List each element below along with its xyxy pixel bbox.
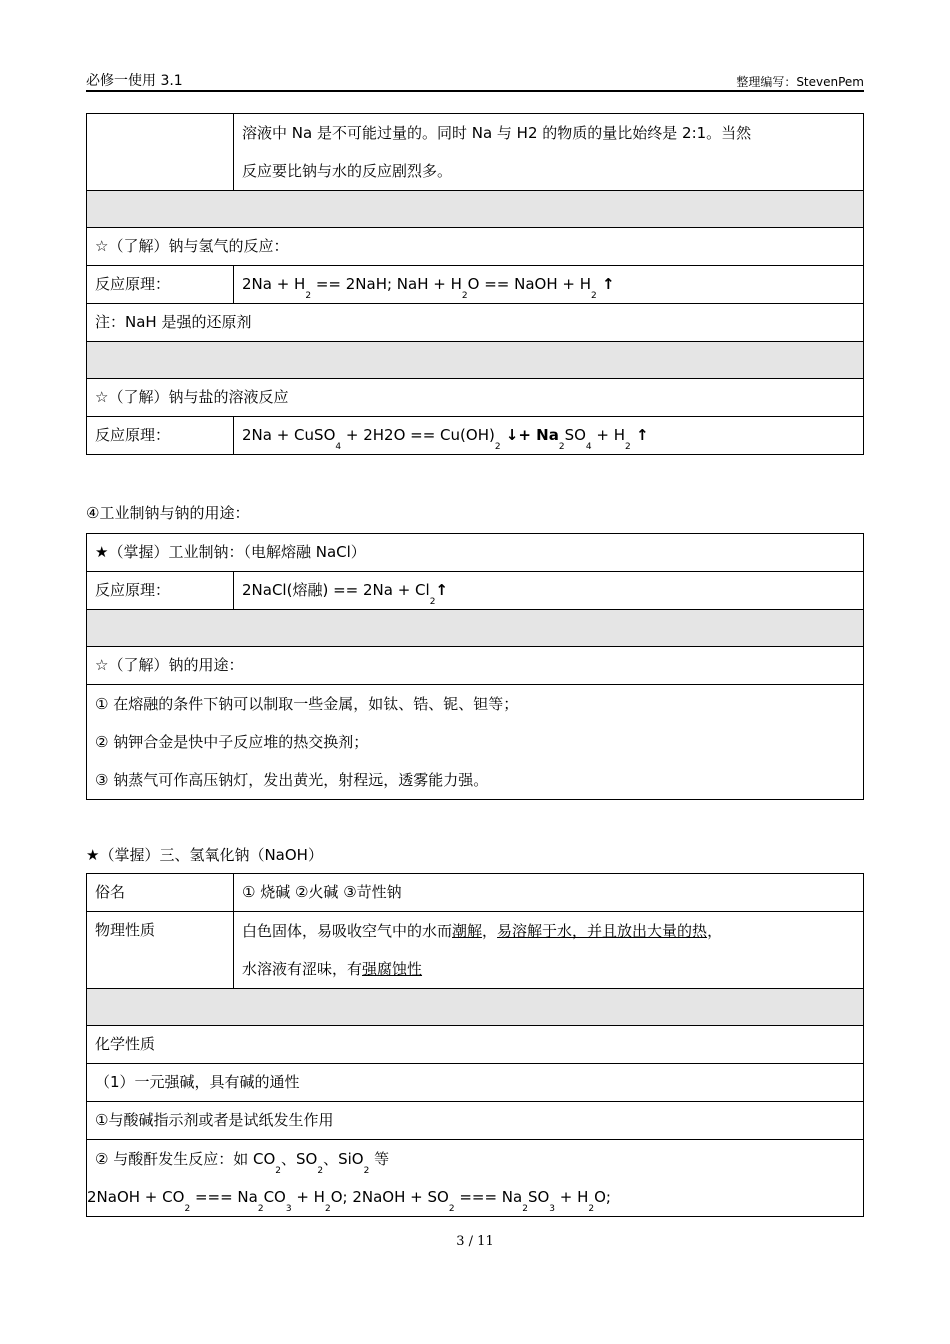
industrial-sodium-table xyxy=(86,533,864,800)
table-row xyxy=(87,1102,864,1140)
alias-label: 俗名 xyxy=(87,874,234,912)
table-row xyxy=(87,304,864,342)
table-row xyxy=(87,417,864,455)
strong-base-text: （1）一元强碱，具有碱的通性 xyxy=(87,1064,864,1102)
table-row xyxy=(87,379,864,417)
naoh-table xyxy=(86,873,864,1217)
indicator-text: ①与酸碱指示剂或者是试纸发生作用 xyxy=(87,1102,864,1140)
anhydride-cell: ② 与酸酐发生反应：如 $CO_2$、$SO_2$、SiO$_2$ 等 2NaOH + $CO_2$ === $Na_2CO_3 + H_2O$; 2NaOH + $SO_2$ === $Na_2SO_3 + H_2O$; xyxy=(87,1140,864,1217)
uses-title: ☆（了解）钠的用途： xyxy=(87,647,864,685)
spacer-row xyxy=(87,610,864,647)
nah-note: 注：NaH 是强的还原剂 xyxy=(87,304,864,342)
header-left: 必修一使用 3.1 xyxy=(86,73,183,89)
table-row xyxy=(87,1026,864,1064)
h2-reaction-title: ☆（了解）钠与氢气的反应： xyxy=(87,228,864,266)
header-right: 整理编写：StevenPem xyxy=(736,75,864,89)
spacer-row xyxy=(87,342,864,379)
table-row xyxy=(87,266,864,304)
list-item: ① 在熔融的条件下钠可以制取一些金属，如钛、锆、铌、钽等； xyxy=(95,695,519,713)
section-naoh-title: ★（掌握）三、氢氧化钠（NaOH） xyxy=(86,846,323,864)
h2-equation: $2Na + H_2 == 2NaH$; NaH + $H_2O$ == NaOH + $H_2$ ↑ xyxy=(234,266,864,304)
list-item: ② 钠钾合金是快中子反应堆的热交换剂； xyxy=(95,733,369,751)
principle-label: 反应原理： xyxy=(87,572,234,610)
spacer-row xyxy=(87,191,864,228)
table-row xyxy=(87,572,864,610)
table-row xyxy=(87,874,864,912)
chem-label: 化学性质 xyxy=(87,1026,864,1064)
industrial-title: ★（掌握）工业制钠：（电解熔融 NaCl） xyxy=(87,534,864,572)
table-row xyxy=(87,685,864,800)
table-row xyxy=(87,912,864,989)
sodium-reactions-table xyxy=(86,113,864,455)
table-row xyxy=(87,534,864,572)
list-item: ③ 钠蒸气可作高压钠灯，发出黄光，射程远，透雾能力强。 xyxy=(95,771,489,789)
phys-value: 白色固体，易吸收空气中的水而潮解，易溶解于水，并且放出大量的热， 水溶液有涩味，有强腐蚀性 xyxy=(234,912,864,989)
principle-label: 反应原理： xyxy=(87,266,234,304)
table-row xyxy=(87,1064,864,1102)
section-industrial-title: ④工业制钠与钠的用途： xyxy=(86,504,250,522)
spacer-row xyxy=(87,989,864,1026)
uses-list xyxy=(87,685,864,800)
page-number: 3 / 11 xyxy=(456,1234,494,1249)
electrolysis-equation: 2NaCl(熔融) == $2Na + Cl_2↑$ xyxy=(234,572,864,610)
salt-reaction-title: ☆（了解）钠与盐的溶液反应 xyxy=(87,379,864,417)
phys-label: 物理性质 xyxy=(87,912,234,989)
table-row xyxy=(87,1140,864,1217)
salt-equation: 2Na + CuSO$_4$ + $2H2O == Cu(OH)_2$ ↓+ $Na_2SO_4 + H_2$ ↑ xyxy=(234,417,864,455)
principle-label: 反应原理： xyxy=(87,417,234,455)
table-row xyxy=(87,647,864,685)
alias-value: ① 烧碱 ②火碱 ③苛性钠 xyxy=(234,874,864,912)
page-header xyxy=(86,70,864,92)
table-row xyxy=(87,114,864,191)
continuation-cell: 溶液中 Na 是不可能过量的。同时 Na 与 H2 的物质的量比始终是 2:1。当然 反应要比钠与水的反应剧烈多。 xyxy=(234,114,864,191)
table-row xyxy=(87,228,864,266)
